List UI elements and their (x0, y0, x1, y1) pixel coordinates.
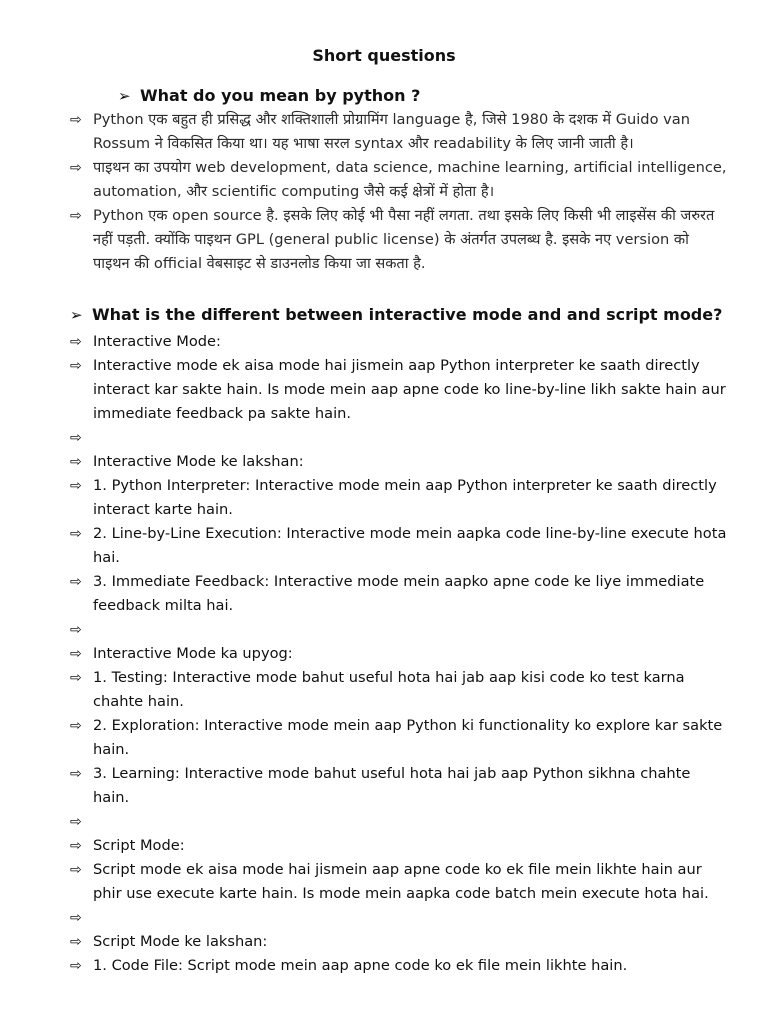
list-item (70, 570, 730, 618)
list-item-text: पाइथन का उपयोग web development, data science, machine learning, artificial intelligence, automation, और scientific computing जैसे कई क्षेत्रों में होता है। (93, 159, 727, 200)
list-item-text: Script mode ek aisa mode hai jismein aap apne code ko ek file mein likhte hain aur phir use execute karte hain. Is mode mein aapka code batch mein execute hota hai. (93, 861, 709, 902)
arrow-icon: ⇨ (70, 910, 82, 926)
list-item-text: Python एक open source है. इसके लिए कोई भी पैसा नहीं लगता. तथा इसके लिए किसी भी लाइसेंस की जरुरत नहीं पड़ती. क्योंकि पाइथन GPL (general public license) के अंतर्गत उपलब्ध है. इसके नए version को पाइथन की official वेबसाइट से डाउनलोड किया जा सकता है. (93, 207, 715, 272)
list-item (70, 156, 730, 204)
arrow-icon: ⇨ (70, 358, 82, 374)
question-heading-1-text: What do you mean by python ? (140, 86, 421, 105)
list-item-text: 2. Exploration: Interactive mode mein aap Python ki functionality ko explore kar sakte hain. (93, 717, 723, 758)
arrow-icon: ⇨ (70, 160, 82, 176)
list-item-text: 1. Code File: Script mode mein aap apne code ko ek file mein likhte hain. (93, 957, 628, 974)
list-item (70, 810, 730, 834)
list-item (70, 834, 730, 858)
arrow-icon: ⇨ (70, 430, 82, 446)
list-item (70, 474, 730, 522)
list-item-text: Interactive Mode ka upyog: (93, 645, 293, 662)
list-item (70, 666, 730, 714)
arrow-icon: ⇨ (70, 526, 82, 542)
arrow-icon: ⇨ (70, 718, 82, 734)
arrow-icon: ⇨ (70, 334, 82, 350)
list-item (70, 330, 730, 354)
list-item-text: Script Mode: (93, 837, 185, 854)
list-item (70, 618, 730, 642)
list-item-text: Script Mode ke lakshan: (93, 933, 268, 950)
arrow-icon: ⇨ (70, 646, 82, 662)
list-item-text: 1. Python Interpreter: Interactive mode mein aap Python interpreter ke saath directly interact karte hain. (93, 477, 717, 518)
list-item (70, 762, 730, 810)
arrow-icon: ⇨ (70, 454, 82, 470)
list-item-text: 3. Immediate Feedback: Interactive mode mein aapko apne code ke liye immediate feedback milta hai. (93, 573, 705, 614)
list-item-text: 1. Testing: Interactive mode bahut useful hota hai jab aap kisi code ko test karna chahte hain. (93, 669, 685, 710)
arrow-icon: ⇨ (70, 766, 82, 782)
list-item-text: Python एक बहुत ही प्रसिद्ध और शक्तिशाली प्रोग्रामिंग language है, जिसे 1980 के दशक में Guido van Rossum ने विकसित किया था। यह भाषा सरल syntax और readability के लिए जानी जाती है। (93, 111, 690, 152)
list-item (70, 354, 730, 426)
list-item-text: 3. Learning: Interactive mode bahut useful hota hai jab aap Python sikhna chahte hain. (93, 765, 691, 806)
question-heading-2-text: What is the different between interactive mode and and script mode? (92, 305, 723, 324)
arrow-icon: ⇨ (70, 814, 82, 830)
list-item (70, 930, 730, 954)
list-item (70, 954, 730, 978)
list-item (70, 714, 730, 762)
question-heading-1 (118, 84, 420, 108)
page-title: Short questions (312, 46, 456, 65)
arrow-icon: ⇨ (70, 838, 82, 854)
list-item (70, 450, 730, 474)
list-item (70, 204, 730, 276)
arrow-icon: ⇨ (70, 670, 82, 686)
arrow-icon: ⇨ (70, 622, 82, 638)
list-item (70, 522, 730, 570)
list-item (70, 642, 730, 666)
list-item (70, 426, 730, 450)
list-item-text: Interactive Mode: (93, 333, 221, 350)
list-item (70, 108, 730, 156)
answer-list-2 (70, 330, 730, 978)
arrow-icon: ⇨ (70, 574, 82, 590)
arrow-icon: ⇨ (70, 208, 82, 224)
bullet-arrow-icon: ➢ (118, 87, 131, 105)
answer-list-1 (70, 108, 730, 276)
list-item (70, 906, 730, 930)
list-item-text: 2. Line-by-Line Execution: Interactive mode mein aapka code line-by-line execute hota hai. (93, 525, 727, 566)
list-item (70, 858, 730, 906)
arrow-icon: ⇨ (70, 478, 82, 494)
question-heading-2 (70, 303, 722, 327)
arrow-icon: ⇨ (70, 862, 82, 878)
list-item-text: Interactive Mode ke lakshan: (93, 453, 304, 470)
arrow-icon: ⇨ (70, 112, 82, 128)
arrow-icon: ⇨ (70, 934, 82, 950)
list-item-text: Interactive mode ek aisa mode hai jismein aap Python interpreter ke saath directly interact kar sakte hain. Is mode mein aap apne code ko line-by-line likh sakte hain aur immediate feedback pa sakte hain. (93, 357, 726, 422)
bullet-arrow-icon: ➢ (70, 306, 83, 324)
arrow-icon: ⇨ (70, 958, 82, 974)
